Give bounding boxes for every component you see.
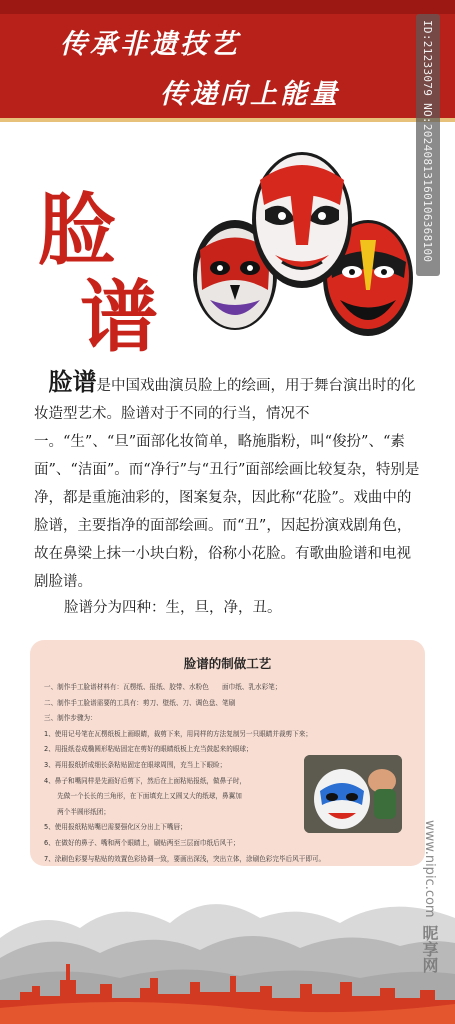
panel-line: 3、再用报纸折成细长条粘贴固定在眼球周围，充当上下眼睑； [44, 760, 227, 769]
panel-line: 1、使用记号笔在瓦楞纸板上画眼睛，裁剪下来，用同样的方法复制另一只眼睛并裁剪下来； [44, 729, 312, 738]
panel-line: 5、使用报纸粘贴嘴巴需要强化区分出上下嘴唇； [44, 823, 187, 832]
peking-opera-masks-illustration [190, 150, 415, 340]
header-top-shade [0, 0, 455, 14]
mask-types: 脸谱分为四种：生，旦，净，丑。 [64, 600, 282, 616]
panel-line: 一、制作手工脸谱材料有：瓦楞纸、报纸、胶带、水粉色 面巾纸、乳水彩笔； [44, 683, 282, 691]
title-char-2: 谱 [80, 272, 159, 363]
ink-mountains-skyline [0, 868, 455, 1024]
site-logo-watermark: 昵享网 [420, 925, 439, 973]
slogan-line1: 传承非遗技艺 [60, 29, 240, 60]
intro-paragraph [34, 368, 424, 596]
site-watermark: www.nipic.com [422, 820, 437, 918]
intro-lead: 脸谱 [48, 367, 97, 396]
center-mask [252, 152, 352, 288]
panel-line: 7、涂刷色彩要与粘贴的效置色彩协调一致，要画出深浅，突出立体，涂刷色彩完毕后风干即可。 [44, 854, 326, 863]
panel-line: 2、用报纸卷成椭圆形粘贴固定在剪好的眼睛纸板上充当鼓起来的眼球； [44, 745, 253, 754]
panel-title: 脸谱的制做工艺 [183, 656, 272, 671]
header-accent-line [0, 118, 455, 122]
title-char-1: 脸 [38, 185, 117, 276]
header-banner [0, 0, 455, 118]
craft-panel [30, 640, 425, 866]
panel-line: 两个半圆形纸团； [44, 807, 110, 816]
image-id-watermark [416, 14, 440, 276]
panel-line: 先做一个长长的三角形，在下面填充上又圆又大的纸球，鼻翼加 [44, 792, 242, 801]
mask-painting-photo [304, 755, 402, 833]
panel-line: 6、在做好的鼻子、嘴和两个眼睛上，刷贴两至三层面巾纸后风干； [44, 838, 240, 847]
panel-line: 三、制作步骤为： [44, 714, 97, 723]
image-id-text: ID:21233079 NO:20240813160106368100 [421, 20, 434, 263]
panel-line: 二、制作手工脸谱需要的工具有：剪刀、壁纸、刀、调色盘、笔刷 [44, 698, 236, 707]
intro-body: 是中国戏曲演员脸上的绘画，用于舞台演出时的化妆造型艺术。脸谱对于不同的行当，情况不一。“生”、“旦”面部化妆简单，略施脂粉，叫“俊扮”、“素面”、“洁面”。而“净行”与“丑行”面部绘画比较复杂，特别是净，都是重施油彩的，图案复杂，因此称“花脸”。戏曲中的脸谱，主要指净的面部绘画。而“丑”，因起扮演戏剧角色，故在鼻梁上抹一小块白粉，俗称小花脸。有歌曲脸谱和电视剧脸谱。 [34, 378, 420, 590]
panel-line: 4、鼻子和嘴同样是先画好后剪下，然后在上面粘贴报纸，做鼻子时， [44, 776, 247, 785]
slogan-line2: 传递向上能量 [160, 79, 340, 110]
